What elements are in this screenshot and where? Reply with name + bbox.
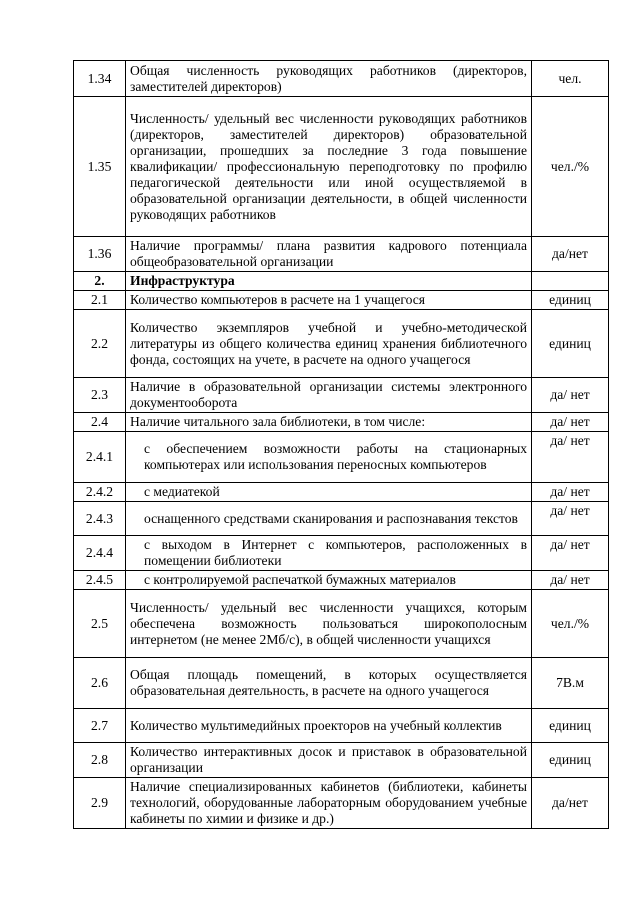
table-row bbox=[74, 778, 609, 829]
table-row bbox=[74, 502, 609, 536]
table-row bbox=[74, 536, 609, 571]
row-number: 2.4.3 bbox=[74, 502, 126, 536]
table-row bbox=[74, 743, 609, 778]
row-number: 2. bbox=[74, 272, 126, 291]
row-indicator-text: Наличие специализированных кабинетов (библиотеки, кабинеты технологий, оборудованные лабораторным оборудованием учебные кабинеты по химии и физике и др.) bbox=[126, 778, 532, 829]
row-unit: да/нет bbox=[532, 778, 609, 829]
row-unit: чел. bbox=[532, 61, 609, 97]
row-number: 2.3 bbox=[74, 378, 126, 413]
row-unit: да/ нет bbox=[532, 571, 609, 590]
row-unit: 7В.м bbox=[532, 658, 609, 709]
row-number: 2.9 bbox=[74, 778, 126, 829]
table-row bbox=[74, 291, 609, 310]
row-number: 2.4.2 bbox=[74, 483, 126, 502]
row-unit: да/ нет bbox=[532, 483, 609, 502]
table-row bbox=[74, 658, 609, 709]
row-unit: да/нет bbox=[532, 237, 609, 272]
row-indicator-text: Численность/ удельный вес численности руководящих работников (директоров, заместителей директоров) образовательной организации, прошедших за последние 3 года повышение квалификации/ профессиональную переподготовку по профилю педагогической деятельности или иной осуществляемой в образовательной организации деятельности, в общей численности руководящих работников bbox=[126, 97, 532, 237]
row-number: 2.5 bbox=[74, 590, 126, 658]
row-indicator-text: Общая численность руководящих работников (директоров, заместителей директоров) bbox=[126, 61, 532, 97]
row-unit: да/ нет bbox=[532, 413, 609, 432]
row-unit: да/ нет bbox=[532, 502, 609, 536]
row-indicator-text: Количество экземпляров учебной и учебно-методической литературы из общего количества единиц хранения библиотечного фонда, состоящих на учете, в расчете на одного учащегося bbox=[126, 310, 532, 378]
row-number: 1.35 bbox=[74, 97, 126, 237]
row-unit: единиц bbox=[532, 709, 609, 743]
table-row bbox=[74, 413, 609, 432]
row-unit: единиц bbox=[532, 310, 609, 378]
row-indicator-text: с выходом в Интернет с компьютеров, расположенных в помещении библиотеки bbox=[126, 536, 532, 571]
table-row bbox=[74, 237, 609, 272]
row-indicator-text: Инфраструктура bbox=[126, 272, 532, 291]
row-number: 2.2 bbox=[74, 310, 126, 378]
row-unit: единиц bbox=[532, 291, 609, 310]
table-body bbox=[74, 61, 609, 829]
table-row bbox=[74, 709, 609, 743]
row-number: 1.34 bbox=[74, 61, 126, 97]
row-indicator-text: Количество мультимедийных проекторов на учебный коллектив bbox=[126, 709, 532, 743]
row-unit: да/ нет bbox=[532, 378, 609, 413]
table-row bbox=[74, 590, 609, 658]
row-number: 2.4 bbox=[74, 413, 126, 432]
row-unit: да/ нет bbox=[532, 432, 609, 483]
row-unit bbox=[532, 272, 609, 291]
row-indicator-text: с контролируемой распечаткой бумажных материалов bbox=[126, 571, 532, 590]
row-number: 2.1 bbox=[74, 291, 126, 310]
row-unit: да/ нет bbox=[532, 536, 609, 571]
row-indicator-text: Численность/ удельный вес численности учащихся, которым обеспечена возможность пользоваться широкополосным интернетом (не менее 2Мб/с), в общей численности учащихся bbox=[126, 590, 532, 658]
row-indicator-text: с медиатекой bbox=[126, 483, 532, 502]
row-number: 2.8 bbox=[74, 743, 126, 778]
indicators-table bbox=[73, 60, 609, 829]
row-indicator-text: Наличие в образовательной организации системы электронного документооборота bbox=[126, 378, 532, 413]
row-indicator-text: Количество интерактивных досок и приставок в образовательной организации bbox=[126, 743, 532, 778]
row-indicator-text: Наличие читального зала библиотеки, в том числе: bbox=[126, 413, 532, 432]
table-row bbox=[74, 272, 609, 291]
document-page bbox=[73, 60, 608, 829]
row-number: 2.4.5 bbox=[74, 571, 126, 590]
row-number: 1.36 bbox=[74, 237, 126, 272]
row-number: 2.7 bbox=[74, 709, 126, 743]
row-unit: единиц bbox=[532, 743, 609, 778]
row-number: 2.4.1 bbox=[74, 432, 126, 483]
table-row bbox=[74, 97, 609, 237]
row-indicator-text: Наличие программы/ плана развития кадрового потенциала общеобразовательной организации bbox=[126, 237, 532, 272]
table-row bbox=[74, 378, 609, 413]
row-number: 2.4.4 bbox=[74, 536, 126, 571]
table-row bbox=[74, 483, 609, 502]
table-row bbox=[74, 571, 609, 590]
row-indicator-text: с обеспечением возможности работы на стационарных компьютерах или использования переносных компьютеров bbox=[126, 432, 532, 483]
table-row bbox=[74, 432, 609, 483]
table-row bbox=[74, 61, 609, 97]
row-indicator-text: оснащенного средствами сканирования и распознавания текстов bbox=[126, 502, 532, 536]
row-indicator-text: Общая площадь помещений, в которых осуществляется образовательная деятельность, в расчете на одного учащегося bbox=[126, 658, 532, 709]
table-row bbox=[74, 310, 609, 378]
row-unit: чел./% bbox=[532, 590, 609, 658]
row-indicator-text: Количество компьютеров в расчете на 1 учащегося bbox=[126, 291, 532, 310]
row-number: 2.6 bbox=[74, 658, 126, 709]
row-unit: чел./% bbox=[532, 97, 609, 237]
